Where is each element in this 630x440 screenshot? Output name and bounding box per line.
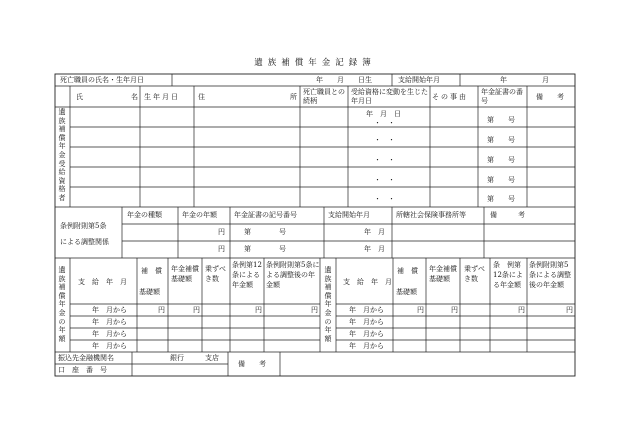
- col-remarks: 備 考: [536, 93, 564, 101]
- cert-number-cell: 第 号: [244, 228, 286, 236]
- yen-unit: 円: [158, 306, 165, 314]
- change-date-dots: ・ ・: [374, 176, 395, 184]
- bank-value: 銀行 支店: [170, 354, 219, 362]
- cert-cell: 第 号: [487, 136, 515, 144]
- start-ym-cell: 年 月: [364, 228, 385, 236]
- yen-unit: 円: [518, 306, 525, 314]
- col-adjusted-amount-right: 条例附則第5条による調整後の年金額: [529, 261, 571, 289]
- period-from: 年 月から: [349, 306, 384, 314]
- col-base: 補 償: [141, 267, 162, 275]
- col-address-left: 住: [198, 93, 205, 101]
- change-date-dots: ・ ・: [374, 119, 395, 127]
- period-from: 年 月から: [349, 330, 384, 338]
- period-from: 年 月から: [92, 306, 127, 314]
- col-office: 所轄社会保険事務所等: [396, 211, 466, 219]
- yen-unit: 円: [566, 306, 573, 314]
- change-date-dots: ・ ・: [374, 136, 395, 144]
- cert-number-cell: 第 号: [244, 245, 286, 253]
- cert-cell: 第 号: [487, 116, 515, 124]
- yen-unit: 円: [193, 306, 200, 314]
- change-date-dots: ・ ・: [374, 195, 395, 203]
- yen-unit: 円: [417, 306, 424, 314]
- period-from: 年 月から: [349, 342, 384, 350]
- cert-cell: 第 号: [487, 156, 515, 164]
- account-label: 口 座 番 号: [58, 366, 107, 374]
- footer-remarks-label: 備 考: [238, 360, 266, 368]
- birth-date-label: 年 月 日生: [316, 76, 372, 84]
- col-payment-period-right: 支 給 年 月: [343, 278, 392, 286]
- col-base-sub: 基礎額: [139, 288, 160, 296]
- yen-unit: 円: [218, 245, 225, 253]
- period-from: 年 月から: [349, 318, 384, 326]
- recipients-side-label: 遺族補償年金受給資格者: [58, 108, 66, 202]
- adjustment-label-2: による調整関係: [60, 238, 109, 246]
- annual-side-label: 遺族補償年金の年額: [58, 266, 66, 343]
- start-month-label: 支給開始年月: [398, 76, 440, 84]
- col-base-sub-right: 基礎額: [396, 288, 417, 296]
- col-address-right: 所: [290, 93, 297, 101]
- col-rule12-amount-right: 条 例第12条による年金額: [493, 261, 523, 289]
- cert-cell: 第 号: [487, 195, 515, 203]
- yen-unit: 円: [451, 306, 458, 314]
- col-reason: その事由: [432, 93, 468, 101]
- cert-cell: 第 号: [487, 176, 515, 184]
- col-base-right: 補 償: [397, 267, 418, 275]
- col-adjust-remarks: 備 考: [490, 211, 525, 219]
- col-pension-amount: 年金の年額: [182, 211, 217, 219]
- deceased-name-label: 死亡職員の氏名・生年月日: [60, 76, 144, 84]
- col-change-date: 受給資格に変動を生じた年月日: [351, 88, 428, 105]
- col-multiplier: 乗ずべき数: [205, 265, 226, 283]
- col-pension-base: 年金補償基礎額: [171, 265, 199, 283]
- col-cert-symbol: 年金証書の記号番号: [234, 211, 297, 219]
- form-title: 遺族補償年金記録簿: [254, 58, 376, 68]
- col-pension-type: 年金の種類: [127, 211, 162, 219]
- col-adjusted-amount: 条例附則第5条による調整後の年金額: [266, 261, 320, 289]
- start-month-value: 年 月: [500, 76, 549, 84]
- col-multiplier-right: 乗ずべき数: [464, 265, 485, 283]
- period-from: 年 月から: [92, 342, 127, 350]
- period-from: 年 月から: [92, 318, 127, 326]
- col-pension-base-right: 年金補償基礎額: [429, 265, 457, 283]
- period-from: 年 月から: [92, 330, 127, 338]
- start-ym-cell: 年 月: [364, 245, 385, 253]
- adjustment-label-1: 条例附則第5条: [60, 222, 107, 230]
- yen-unit: 円: [218, 228, 225, 236]
- change-date-dots: ・ ・: [374, 156, 395, 164]
- col-birth-date: 生年月日: [144, 93, 180, 101]
- col-name-left: 氏: [76, 93, 83, 101]
- col-rule12-amount: 条例第12条による年金額: [232, 261, 262, 289]
- col-name-right: 名: [131, 93, 138, 101]
- col-payment-period: 支 給 年 月: [78, 278, 127, 286]
- bank-label: 振込先金融機関名: [58, 354, 114, 362]
- col-start-month: 支給開始年月: [328, 211, 370, 219]
- yen-unit: 円: [311, 306, 318, 314]
- change-date-ymd: 年 月 日: [366, 110, 401, 118]
- col-cert-number: 年金証書の番号: [481, 88, 523, 105]
- yen-unit: 円: [255, 306, 262, 314]
- annual-side-label-2: 遺族補償年金の年額: [324, 266, 332, 343]
- col-relation: 死亡職員との続柄: [303, 88, 345, 105]
